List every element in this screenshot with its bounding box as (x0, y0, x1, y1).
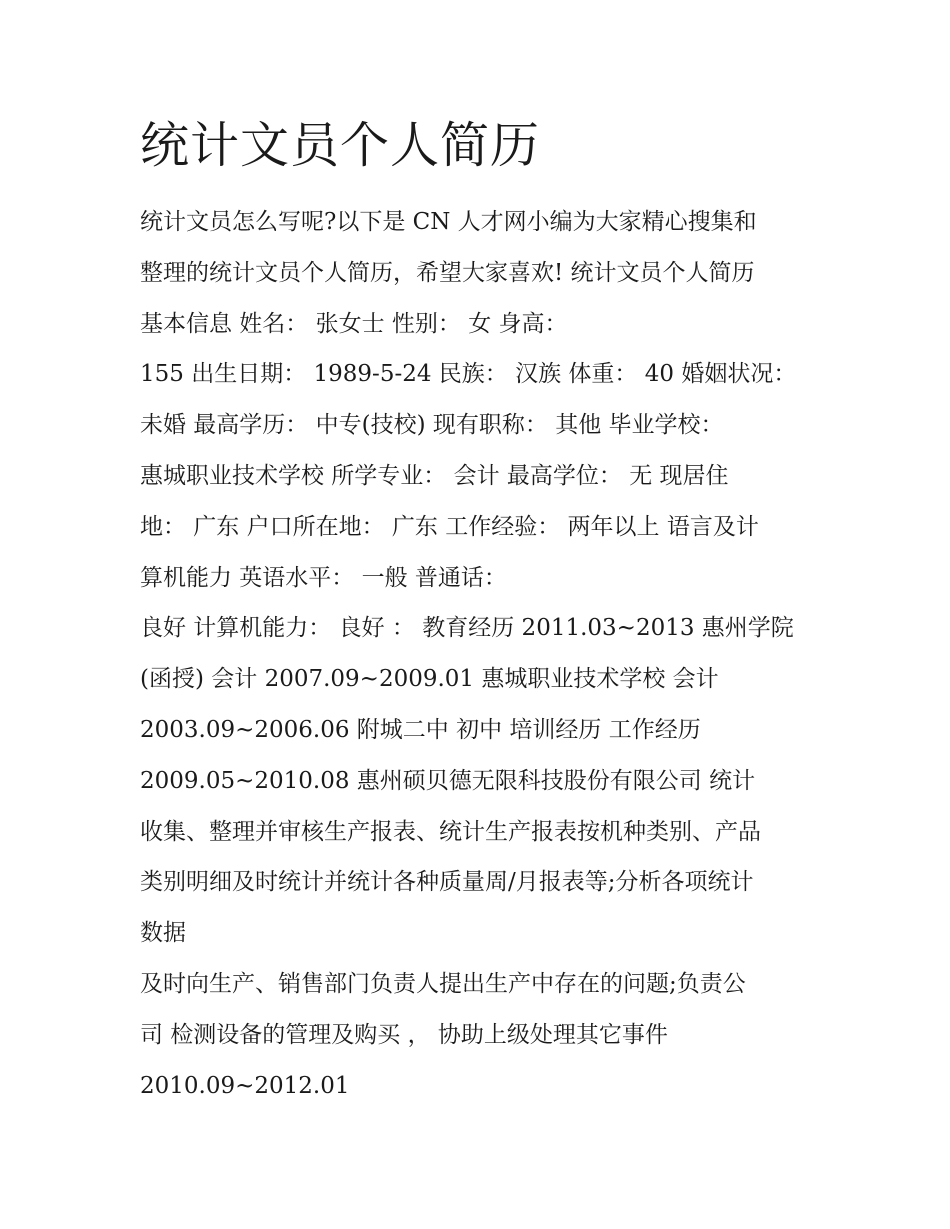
body-line: 良好 计算机能力： 良好 ： 教育经历 2011.03~2013 惠州学院 (140, 615, 794, 642)
body-line: 惠城职业技术学校 所学专业： 会计 最高学位： 无 现居住 (140, 462, 729, 489)
body-line: 司 检测设备的管理及购买 ， 协助上级处理其它事件 (140, 1021, 668, 1048)
body-line: 整理的统计文员个人简历，希望大家喜欢! 统计文员个人简历 (140, 259, 755, 286)
body-line: 收集、整理并审核生产报表、统计生产报表按机种类别、产品 (140, 818, 761, 845)
body-line: 及时向生产、销售部门负责人提出生产中存在的问题;负责公 (140, 970, 746, 997)
document-title: 统计文员个人简历 (140, 117, 541, 174)
body-line: 未婚 最高学历： 中专(技校) 现有职称： 其他 毕业学校： (140, 412, 724, 439)
body-line: 基本信息 姓名： 张女士 性别： 女 身高： (140, 310, 568, 337)
body-line: 地： 广东 户口所在地： 广东 工作经验： 两年以上 语言及计 (140, 513, 759, 540)
body-line: 类别明细及时统计并统计各种质量周/月报表等;分析各项统计 (140, 869, 754, 896)
document-body (140, 197, 830, 1111)
body-line: 155 出生日期： 1989-5-24 民族： 汉族 体重： 40 婚姻状况： (140, 361, 797, 388)
body-line: 2003.09~2006.06 附城二中 初中 培训经历 工作经历 (140, 716, 701, 743)
body-line: (函授) 会计 2007.09~2009.01 惠城职业技术学校 会计 (140, 666, 719, 693)
body-line: 统计文员怎么写呢?以下是 CN 人才网小编为大家精心搜集和 (140, 209, 757, 235)
body-line: 数据 (140, 920, 186, 947)
body-line: 2010.09~2012.01 (140, 1072, 350, 1099)
body-line: 算机能力 英语水平： 一般 普通话： (140, 564, 507, 591)
body-line: 2009.05~2010.08 惠州硕贝德无限科技股份有限公司 统计 (140, 767, 756, 794)
